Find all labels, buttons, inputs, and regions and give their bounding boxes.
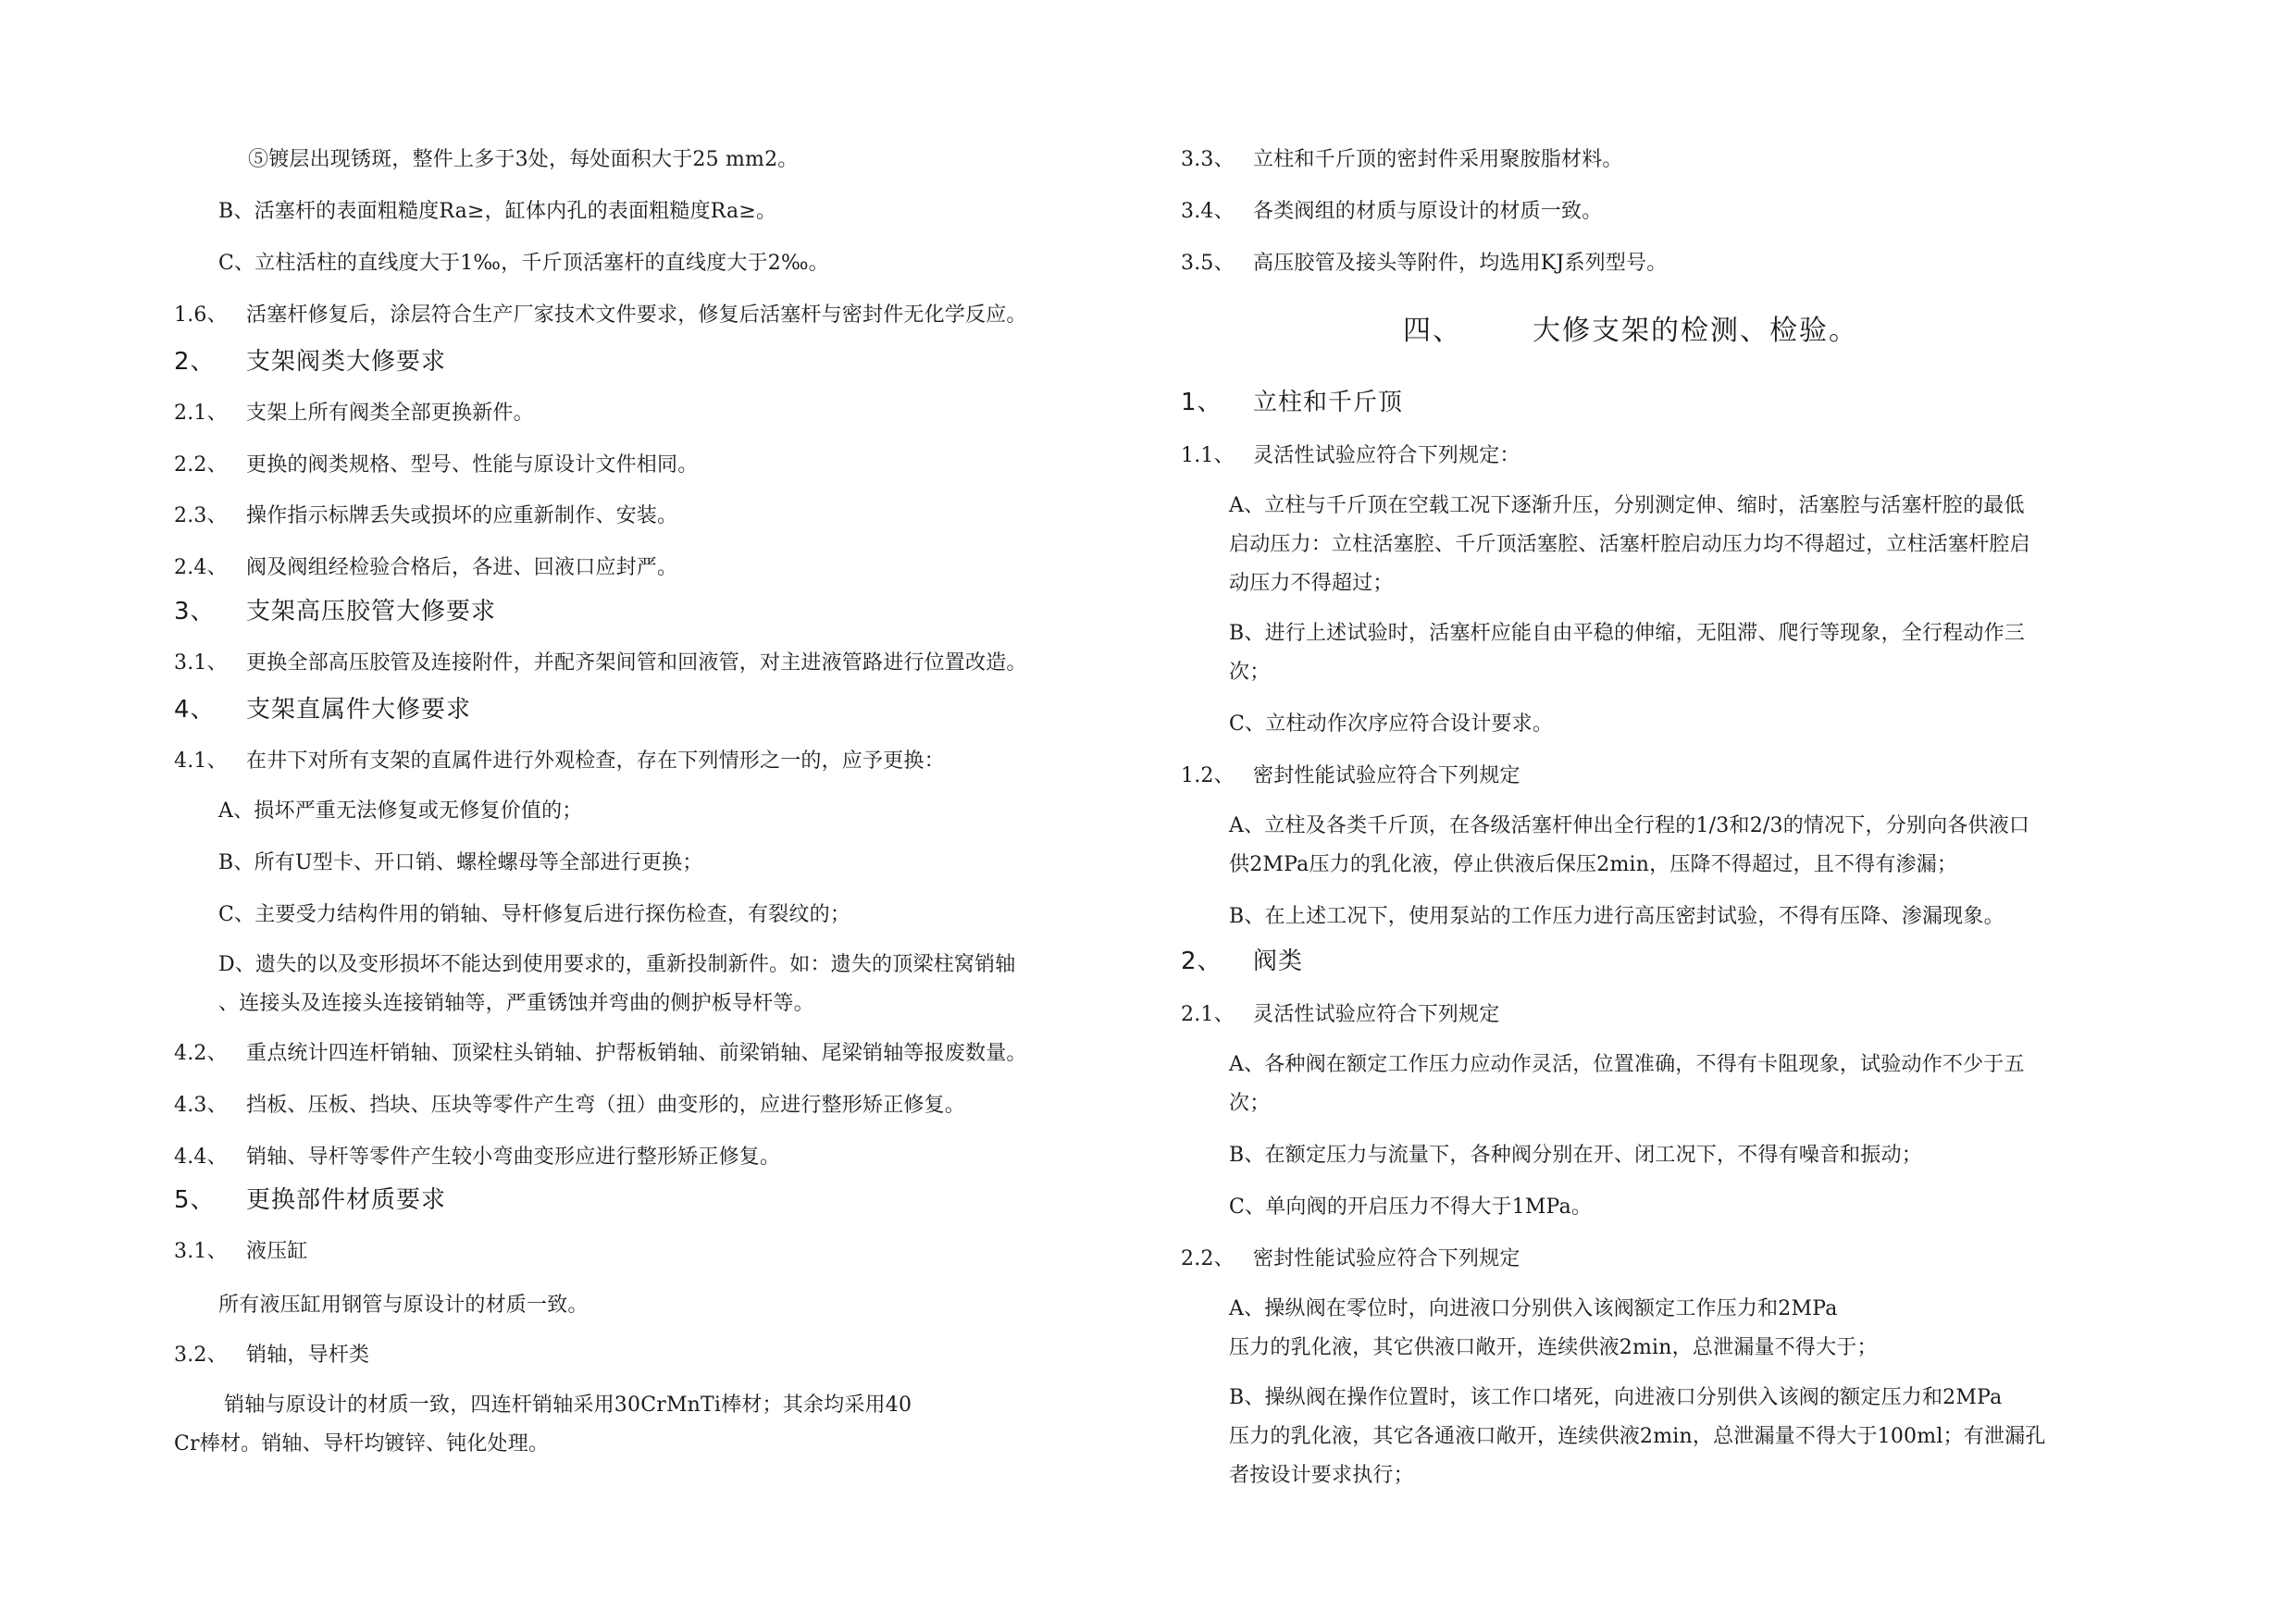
item-text: 各类阀组的材质与原设计的材质一致。 — [1253, 200, 1603, 223]
item-text: 销轴，导杆类 — [246, 1344, 370, 1367]
text-line: C、主要受力结构件用的销轴、导杆修复后进行探伤检查，有裂纹的； — [218, 903, 851, 926]
list-item — [174, 302, 1027, 329]
list-item — [174, 1144, 780, 1171]
section-heading — [1181, 387, 1403, 418]
item-number: 1.1、 — [1181, 444, 1235, 467]
text-line: D、遗失的以及变形损坏不能达到使用要求的，重新投制新件。如：遗失的顶梁柱窝销轴 — [218, 953, 1016, 976]
item-number: 2.1、 — [174, 402, 228, 425]
list-item — [1181, 762, 1520, 790]
list-item — [1181, 1001, 1499, 1029]
list-item — [174, 1040, 1027, 1068]
list-item — [1181, 442, 1520, 470]
item-text: 重点统计四连杆销轴、顶梁柱头销轴、护帮板销轴、前梁销轴、尾梁销轴等报废数量。 — [246, 1042, 1027, 1065]
item-text: 操作指示标牌丢失或损坏的应重新制作、安装。 — [246, 504, 678, 527]
item-text: 支架上所有阀类全部更换新件。 — [246, 402, 534, 425]
section-heading — [174, 694, 471, 725]
text-line: 者按设计要求执行； — [1229, 1464, 1414, 1487]
text-line: B、所有U型卡、开口销、螺栓螺母等全部进行更换； — [218, 851, 703, 874]
section-number: 四、 — [1403, 315, 1462, 347]
text-line: B、活塞杆的表面粗糙度Ra≥，缸体内孔的表面粗糙度Ra≥。 — [218, 200, 777, 223]
text-line: B、进行上述试验时，活塞杆应能自由平稳的伸缩，无阻滞、爬行等现象，全行程动作三 — [1229, 622, 2025, 645]
list-item — [174, 650, 1027, 677]
heading-text: 支架阀类大修要求 — [246, 348, 447, 376]
item-number: 3.4、 — [1181, 200, 1235, 223]
text-line: 次； — [1229, 661, 1271, 684]
item-number: 4.1、 — [174, 750, 228, 773]
heading-number: 2、 — [174, 348, 216, 376]
item-number: 2.3、 — [174, 504, 228, 527]
item-text: 更换的阀类规格、型号、性能与原设计文件相同。 — [246, 453, 699, 477]
section-title-text: 大修支架的检测、检验。 — [1533, 315, 1858, 347]
heading-number: 4、 — [174, 696, 216, 724]
list-item — [1181, 250, 1667, 278]
text-line: C、立柱动作次序应符合设计要求。 — [1229, 712, 1554, 736]
text-line: A、损坏严重无法修复或无修复价值的； — [218, 799, 583, 823]
section-heading — [174, 346, 446, 378]
heading-number: 5、 — [174, 1186, 216, 1214]
text-line: C、单向阀的开启压力不得大于1MPa。 — [1229, 1196, 1593, 1219]
text-line: 启动压力：立柱活塞腔、千斤顶活塞腔、活塞杆腔启动压力均不得超过，立柱活塞杆腔启 — [1229, 533, 2030, 556]
text-line: 动压力不得超过； — [1229, 572, 1394, 595]
text-line: 次； — [1229, 1092, 1271, 1115]
item-text: 密封性能试验应符合下列规定 — [1253, 1247, 1520, 1270]
text-line: B、在额定压力与流量下，各种阀分别在开、闭工况下，不得有噪音和振动； — [1229, 1144, 1922, 1167]
text-line: Cr棒材。销轴、导杆均镀锌、钝化处理。 — [174, 1432, 550, 1456]
text-line: A、立柱及各类千斤顶，在各级活塞杆伸出全行程的1/3和2/3的情况下，分别向各供液口 — [1229, 814, 2030, 837]
heading-number: 2、 — [1181, 948, 1222, 975]
item-number: 3.1、 — [174, 651, 228, 675]
item-number: 2.2、 — [174, 453, 228, 477]
item-number: 3.1、 — [174, 1240, 228, 1263]
list-item — [174, 748, 945, 775]
item-text: 挡板、压板、挡块、压块等零件产生弯（扭）曲变形的，应进行整形矫正修复。 — [246, 1094, 966, 1117]
text-line: 所有液压缸用钢管与原设计的材质一致。 — [218, 1294, 589, 1317]
item-number: 2.4、 — [174, 556, 228, 579]
item-text: 立柱和千斤顶的密封件采用聚胺脂材料。 — [1253, 148, 1623, 171]
item-number: 1.6、 — [174, 304, 228, 327]
item-number: 3.5、 — [1181, 252, 1235, 275]
item-number: 3.3、 — [1181, 148, 1235, 171]
heading-number: 3、 — [174, 598, 216, 626]
text-line: A、各种阀在额定工作压力应动作灵活，位置准确，不得有卡阻现象，试验动作不少于五 — [1229, 1053, 2025, 1076]
text-line: B、在上述工况下，使用泵站的工作压力进行高压密封试验，不得有压降、渗漏现象。 — [1229, 905, 2004, 928]
item-number: 4.3、 — [174, 1094, 228, 1117]
list-item — [174, 1342, 369, 1369]
item-number: 3.2、 — [174, 1344, 228, 1367]
item-number: 4.2、 — [174, 1042, 228, 1065]
list-item — [174, 502, 677, 530]
item-number: 4.4、 — [174, 1146, 228, 1169]
item-text: 销轴、导杆等零件产生较小弯曲变形应进行整形矫正修复。 — [246, 1146, 781, 1169]
item-text: 密封性能试验应符合下列规定 — [1253, 764, 1520, 787]
list-item — [1181, 146, 1623, 174]
section-heading — [1181, 946, 1303, 977]
heading-text: 支架直属件大修要求 — [246, 696, 472, 724]
item-text: 灵活性试验应符合下列规定 — [1253, 1003, 1500, 1026]
text-line: 、连接头及连接头连接销轴等，严重锈蚀并弯曲的侧护板导杆等。 — [218, 992, 814, 1015]
text-line: 销轴与原设计的材质一致，四连杆销轴采用30CrMnTi棒材；其余均采用40 — [224, 1394, 912, 1417]
text-line: 供2MPa压力的乳化液，停止供液后保压2min，压降不得超过，且不得有渗漏； — [1229, 853, 1958, 876]
item-text: 灵活性试验应符合下列规定： — [1253, 444, 1520, 467]
section-heading — [174, 1184, 446, 1216]
text-line: A、立柱与千斤顶在空载工况下逐渐升压，分别测定伸、缩时，活塞腔与活塞杆腔的最低 — [1229, 494, 2025, 517]
list-item — [174, 400, 534, 427]
text-line: A、操纵阀在零位时，向进液口分别供入该阀额定工作压力和2MPa — [1229, 1297, 1838, 1320]
section-title — [1403, 313, 1858, 350]
text-line: 压力的乳化液，其它供液口敞开，连续供液2min，总泄漏量不得大于； — [1229, 1336, 1878, 1359]
list-item — [174, 1238, 308, 1266]
heading-text: 立柱和千斤顶 — [1253, 389, 1404, 416]
item-number: 1.2、 — [1181, 764, 1235, 787]
heading-text: 支架高压胶管大修要求 — [246, 598, 497, 626]
heading-number: 1、 — [1181, 389, 1222, 416]
text-line: C、立柱活柱的直线度大于1‰，千斤顶活塞杆的直线度大于2‰。 — [218, 252, 829, 275]
list-item — [174, 554, 677, 582]
item-number: 2.1、 — [1181, 1003, 1235, 1026]
text-line: ⑤镀层出现锈斑，整件上多于3处，每处面积大于25 mm2。 — [248, 148, 799, 171]
text-line: B、操纵阀在操作位置时，该工作口堵死，向进液口分别供入该阀的额定压力和2MPa — [1229, 1386, 2003, 1409]
item-text: 在井下对所有支架的直属件进行外观检查，存在下列情形之一的，应予更换： — [246, 750, 945, 773]
heading-text: 更换部件材质要求 — [246, 1186, 447, 1214]
section-heading — [174, 596, 496, 627]
item-text: 阀及阀组经检验合格后，各进、回液口应封严。 — [246, 556, 678, 579]
list-item — [174, 1092, 965, 1120]
item-text: 液压缸 — [246, 1240, 308, 1263]
item-number: 2.2、 — [1181, 1247, 1235, 1270]
item-text: 更换全部高压胶管及连接附件，并配齐架间管和回液管，对主进液管路进行位置改造。 — [246, 651, 1027, 675]
item-text: 活塞杆修复后，涂层符合生产厂家技术文件要求，修复后活塞杆与密封件无化学反应。 — [246, 304, 1027, 327]
heading-text: 阀类 — [1253, 948, 1304, 975]
list-item — [1181, 1245, 1520, 1273]
text-line: 压力的乳化液，其它各通液口敞开，连续供液2min，总泄漏量不得大于100ml；有泄漏孔 — [1229, 1425, 2046, 1448]
list-item — [1181, 198, 1602, 226]
item-text: 高压胶管及接头等附件，均选用KJ系列型号。 — [1253, 252, 1668, 275]
list-item — [174, 452, 698, 479]
